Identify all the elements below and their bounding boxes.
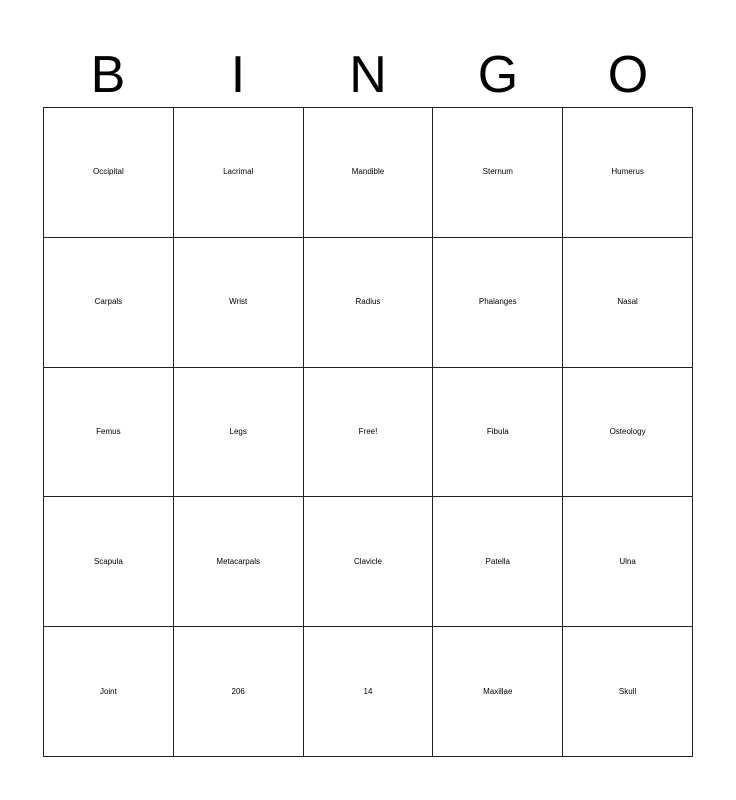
bingo-cell[interactable]: Osteology bbox=[563, 368, 693, 498]
bingo-cell[interactable]: Skull bbox=[563, 627, 693, 757]
bingo-cell[interactable]: Patella bbox=[433, 497, 563, 627]
header-letter-o: O bbox=[607, 46, 649, 104]
bingo-cell[interactable]: Carpals bbox=[44, 238, 174, 368]
bingo-cell[interactable]: Occipital bbox=[44, 108, 174, 238]
bingo-cell[interactable]: Mandible bbox=[304, 108, 434, 238]
bingo-board bbox=[43, 107, 693, 757]
header-letter-n: N bbox=[349, 46, 387, 104]
bingo-cell[interactable]: Radius bbox=[304, 238, 434, 368]
bingo-cell[interactable]: Ulna bbox=[563, 497, 693, 627]
bingo-cell[interactable]: Lacrimal bbox=[174, 108, 304, 238]
bingo-cell[interactable]: 206 bbox=[174, 627, 304, 757]
bingo-cell[interactable]: Sternum bbox=[433, 108, 563, 238]
header-letter-b: B bbox=[90, 46, 126, 104]
bingo-cell[interactable]: Clavicle bbox=[304, 497, 434, 627]
bingo-cell[interactable]: Legs bbox=[174, 368, 304, 498]
bingo-cell[interactable]: Phalanges bbox=[433, 238, 563, 368]
bingo-cell[interactable]: Joint bbox=[44, 627, 174, 757]
bingo-header bbox=[43, 44, 693, 106]
bingo-cell[interactable]: Nasal bbox=[563, 238, 693, 368]
bingo-cell[interactable]: Femus bbox=[44, 368, 174, 498]
bingo-cell[interactable]: Scapula bbox=[44, 497, 174, 627]
bingo-cell[interactable]: Maxillae bbox=[433, 627, 563, 757]
bingo-cell[interactable]: Wrist bbox=[174, 238, 304, 368]
bingo-free-cell[interactable]: Free! bbox=[304, 368, 434, 498]
bingo-cell[interactable]: Fibula bbox=[433, 368, 563, 498]
bingo-cell[interactable]: 14 bbox=[304, 627, 434, 757]
header-letter-g: G bbox=[477, 46, 519, 104]
bingo-cell[interactable]: Humerus bbox=[563, 108, 693, 238]
bingo-cell[interactable]: Metacarpals bbox=[174, 497, 304, 627]
header-letter-i: I bbox=[230, 46, 246, 104]
